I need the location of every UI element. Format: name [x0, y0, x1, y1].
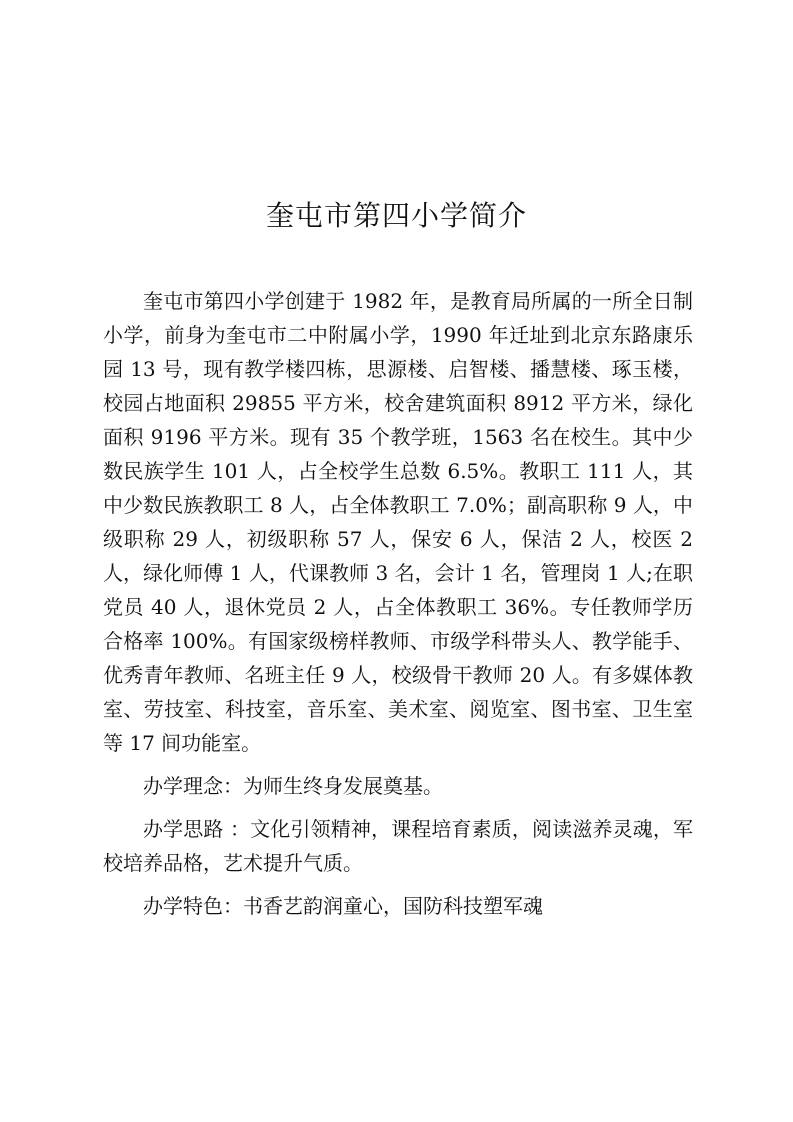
document-title: 奎屯市第四小学简介	[265, 199, 527, 232]
document-body	[103, 284, 693, 932]
features-paragraph: 办学特色：书香艺韵润童心，国防科技塑军魂	[143, 894, 543, 918]
philosophy-paragraph: 办学理念：为师生终身发展奠基。	[143, 774, 443, 798]
approach-paragraph: 办学思路 ：文化引领精神，课程培育素质，阅读滋养灵魂，军校培养品格，艺术提升气质。	[103, 817, 693, 875]
intro-paragraph: 奎屯市第四小学创建于 1982 年，是教育局所属的一所全日制小学，前身为奎屯市二中附属小学，1990 年迁址到北京东路康乐园 13 号，现有教学楼四栋，思源楼、启智楼、播慧楼、琢玉楼，校园占地面积 29855 平方米，校舍建筑面积 8912 平方米，绿化面积 9196 平方米。现有 35 个教学班，1563 名在校生。其中少数民族学生 101 人，占全校学生总数 6.5%。教职工 111 人，其中少数民族教职工 8 人，占全体教职工 7.0%；副高职称 9 人，中级职称 29 人，初级职称 57 人，保安 6 人，保洁 2 人，校医 2 人，绿化师傅 1 人，代课教师 3 名，会计 1 名，管理岗 1 人;在职党员 40 人，退休党员 2 人，占全体教职工 36%。专任教师学历合格率 100%。有国家级榜样教师、市级学科带头人、教学能手、优秀青年教师、名班主任 9 人，校级骨干教师 20 人。有多媒体教室、劳技室、科技室，音乐室、美术室、阅览室、图书室、卫生室等 17 间功能室。	[103, 289, 693, 755]
